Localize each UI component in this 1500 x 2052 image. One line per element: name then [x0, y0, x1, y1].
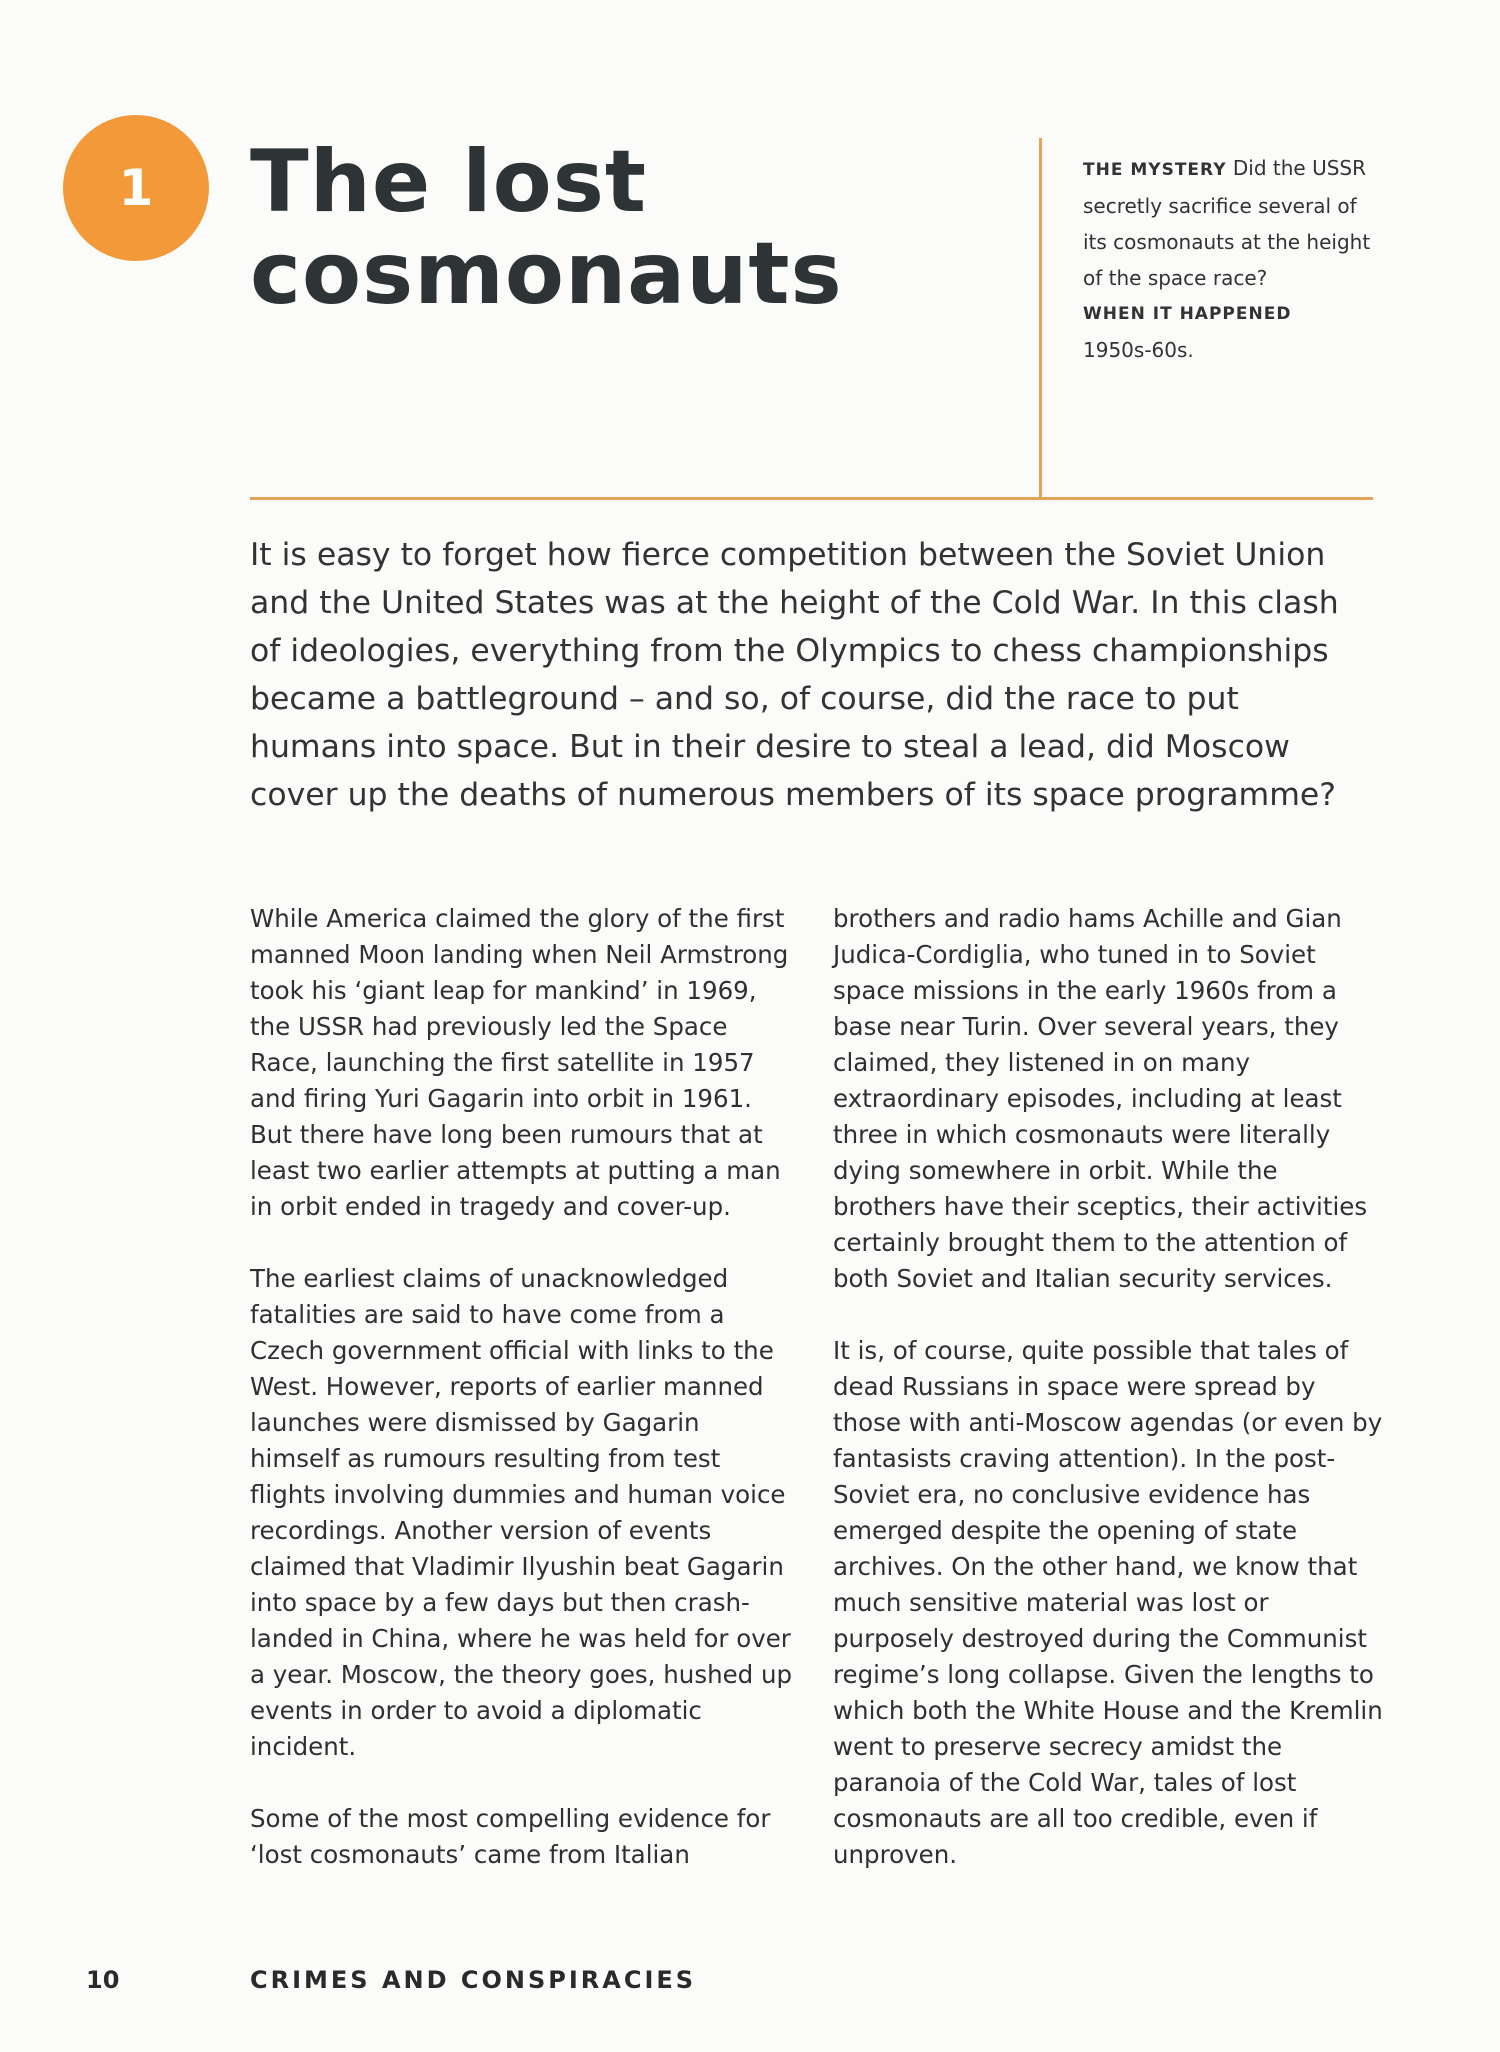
- body-column-left: [250, 901, 795, 1909]
- body-paragraph: The earliest claims of unacknowledged fatalities are said to have come from a Czech government official with links to the West. However, reports of earlier manned launches were dismissed by Gagarin himself as rumours resulting from test flights involving dummies and human voice recordings. Another version of events claimed that Vladimir Ilyushin beat Gagarin into space by a few days but then crash-landed in China, where he was held for over a year. Moscow, the theory goes, hushed up events in order to avoid a diplomatic incident.: [250, 1264, 793, 1761]
- header-divider-horizontal: [250, 497, 1373, 500]
- body-paragraph: Some of the most compelling evidence for ‘lost cosmonauts’ came from Italian: [250, 1804, 771, 1869]
- body-column-right: [833, 901, 1388, 1909]
- chapter-number-badge: [63, 115, 209, 261]
- mystery-info-box: [1083, 150, 1373, 368]
- info-divider-vertical: [1039, 138, 1042, 499]
- when-text: 1950s-60s.: [1083, 338, 1194, 362]
- chapter-title: [250, 132, 843, 324]
- chapter-title-line-2: cosmonauts: [250, 224, 843, 324]
- body-paragraph: While America claimed the glory of the first manned Moon landing when Neil Armstrong took his ‘giant leap for mankind’ in 1969, the USSR had previously led the Space Race, launching the first satellite in 1957 and firing Yuri Gagarin into orbit in 1961. But there have long been rumours that at least two earlier attempts at putting a man in orbit ended in tragedy and cover-up.: [250, 904, 789, 1221]
- chapter-number: 1: [118, 159, 154, 217]
- mystery-label: THE MYSTERY: [1083, 160, 1227, 180]
- mystery-paragraph: [1083, 150, 1373, 296]
- chapter-title-line-1: The lost: [250, 132, 648, 232]
- intro-paragraph: It is easy to forget how fierce competition between the Soviet Union and the United States was at the height of the Cold War. In this clash of ideologies, everything from the Olympics to chess championships became a battleground – and so, of course, did the race to put humans into space. But in their desire to steal a lead, did Moscow cover up the deaths of numerous members of its space programme?: [250, 537, 1339, 813]
- when-label: WHEN IT HAPPENED: [1083, 304, 1292, 324]
- body-paragraph: It is, of course, quite possible that tales of dead Russians in space were spread by those with anti-Moscow agendas (or even by fantasists craving attention). In the post-Soviet era, no conclusive evidence has emerged despite the opening of state archives. On the other hand, we know that much sensitive material was lost or purposely destroyed during the Communist regime’s long collapse. Given the lengths to which both the White House and the Kremlin went to preserve secrecy amidst the paranoia of the Cold War, tales of lost cosmonauts are all too credible, even if unproven.: [833, 1336, 1383, 1869]
- mystery-text: Did the USSR secretly sacrifice several of its cosmonauts at the height of the space race?: [1083, 156, 1371, 290]
- page-number: 10: [86, 1966, 120, 1994]
- section-title: CRIMES AND CONSPIRACIES: [250, 1966, 697, 1994]
- body-paragraph: brothers and radio hams Achille and Gian Judica-Cordiglia, who tuned in to Soviet space missions in the early 1960s from a base near Turin. Over several years, they claimed, they listened in on many extraordinary episodes, including at least three in which cosmonauts were literally dying somewhere in orbit. While the brothers have their sceptics, their activities certainly brought them to the attention of both Soviet and Italian security services.: [833, 904, 1368, 1293]
